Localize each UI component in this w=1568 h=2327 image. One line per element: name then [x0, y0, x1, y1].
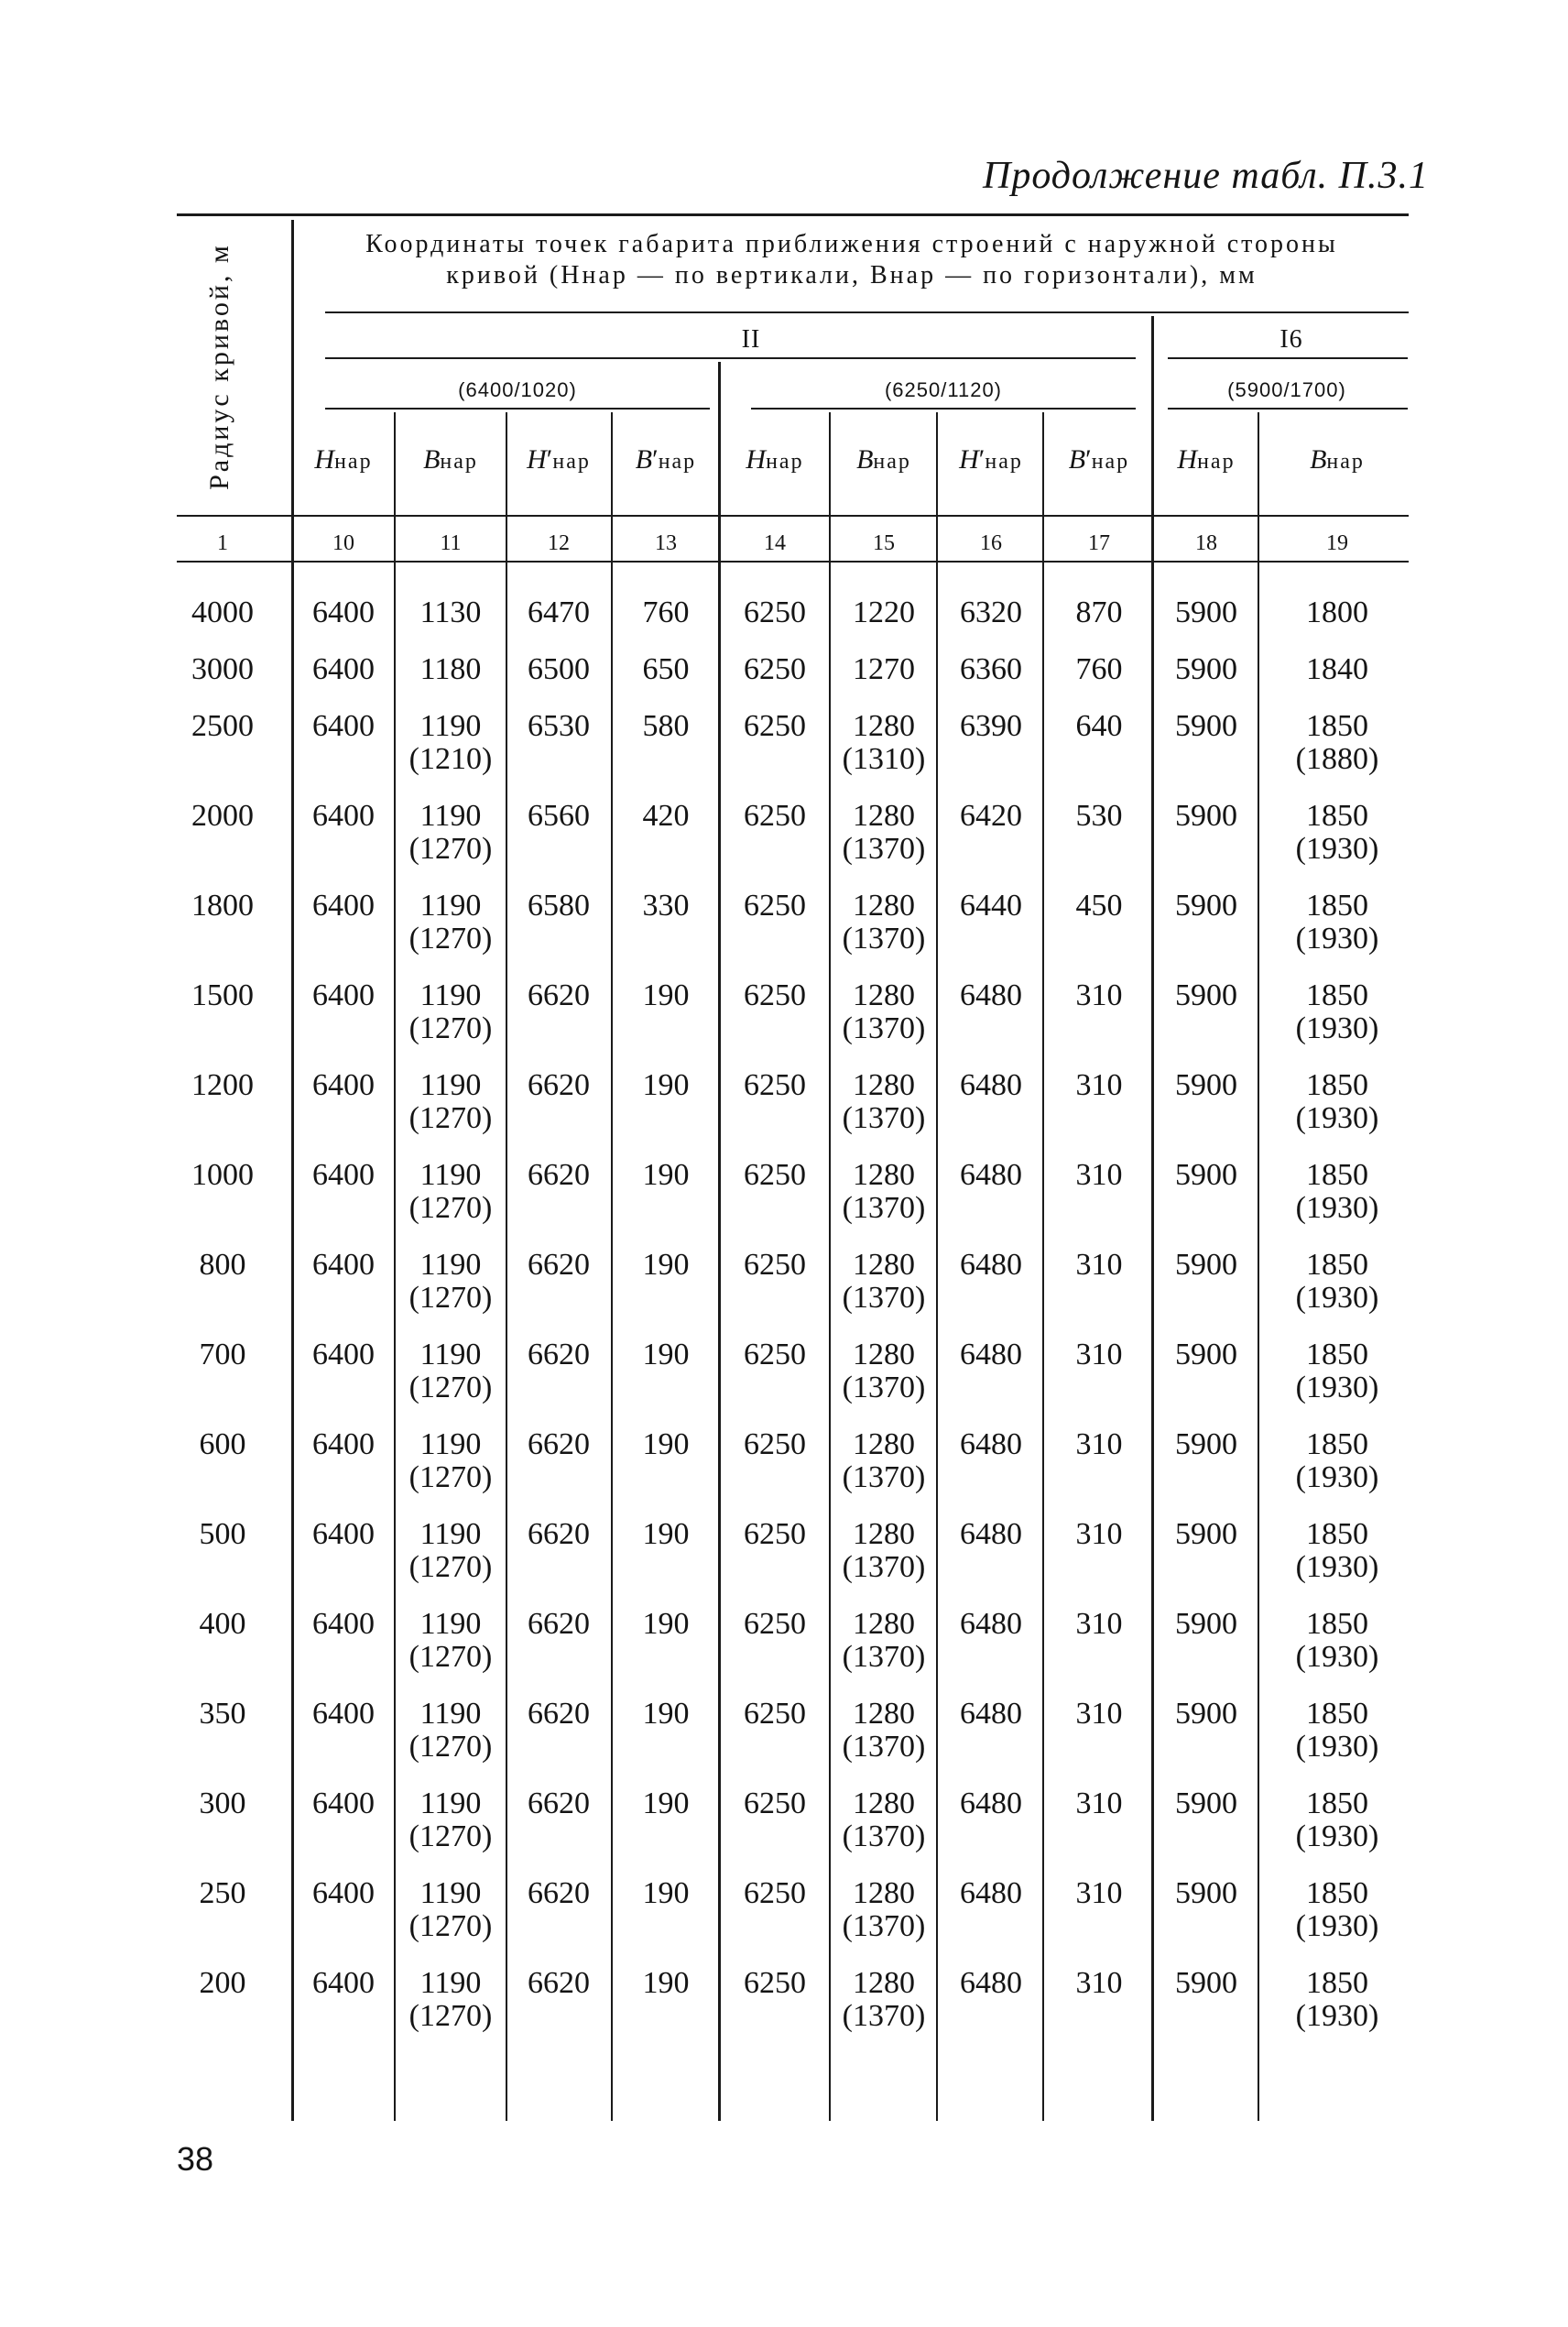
column-number: 11 — [440, 531, 462, 555]
table-cell: 650 — [642, 652, 690, 686]
symbol-subscript: нар — [1326, 450, 1365, 474]
table-cell-secondary: (1370) — [842, 1011, 926, 1045]
table-cell: 310 — [1075, 1338, 1123, 1371]
table-cell: 1850 — [1306, 1607, 1368, 1641]
column-symbol — [1282, 444, 1392, 475]
table-cell: 5900 — [1175, 1068, 1237, 1102]
table-cell: 190 — [642, 1697, 690, 1731]
table-cell: 300 — [199, 1786, 246, 1820]
table-cell: 1280 — [853, 1517, 915, 1551]
symbol-prime: ′ — [1085, 444, 1092, 475]
table-cell: 6400 — [312, 595, 375, 629]
table-cell: 450 — [1075, 889, 1123, 923]
subgroup-label: (5900/1700) — [1227, 378, 1346, 401]
table-cell: 5900 — [1175, 978, 1237, 1012]
table-cell: 760 — [1075, 652, 1123, 686]
symbol-subscript: нар — [334, 450, 373, 474]
table-cell-secondary: (1930) — [1295, 1101, 1379, 1135]
table-cell-secondary: (1370) — [842, 1819, 926, 1853]
symbol-subscript: нар — [1091, 450, 1130, 474]
table-cell: 1280 — [853, 1876, 915, 1910]
subgroup-label: (6250/1120) — [884, 378, 1002, 401]
table-cell: 6530 — [528, 709, 590, 743]
column-number: 19 — [1326, 531, 1348, 555]
table-cell: 5900 — [1175, 889, 1237, 923]
table-cell-secondary: (1370) — [842, 922, 926, 956]
table-cell: 1190 — [419, 1068, 482, 1102]
table-cell: 5900 — [1175, 652, 1237, 686]
table-cell-secondary: (1270) — [408, 832, 493, 866]
column-symbol — [936, 444, 1046, 475]
table-cell: 200 — [199, 1966, 246, 2000]
table-cell: 5900 — [1175, 1517, 1237, 1551]
column-number: 10 — [332, 531, 354, 555]
column-number: 14 — [764, 531, 786, 555]
table-cell: 6480 — [960, 1876, 1022, 1910]
table-cell: 1800 — [1306, 595, 1368, 629]
table-cell: 6400 — [312, 709, 375, 743]
table-cell: 1280 — [853, 1786, 915, 1820]
table-cell: 6620 — [528, 1517, 590, 1551]
table-cell: 6580 — [528, 889, 590, 923]
table-cell: 6250 — [744, 889, 806, 923]
column-divider — [1151, 316, 1154, 2121]
table-cell: 1190 — [419, 978, 482, 1012]
table-cell-secondary: (1370) — [842, 1999, 926, 2033]
table-cell: 350 — [199, 1697, 246, 1731]
table-cell-secondary: (1370) — [842, 1281, 926, 1315]
symbol-subscript: нар — [766, 450, 804, 474]
table-cell: 1190 — [419, 1876, 482, 1910]
table-cell: 1280 — [853, 889, 915, 923]
table-cell: 580 — [642, 709, 690, 743]
table-cell: 6480 — [960, 1607, 1022, 1641]
symbol-prime: ′ — [652, 444, 659, 475]
table-cell-secondary: (1270) — [408, 1011, 493, 1045]
table-cell-secondary: (1930) — [1295, 1909, 1379, 1943]
subgroup-1-rule — [325, 408, 710, 410]
column-symbol — [396, 444, 506, 475]
table-cell: 5900 — [1175, 1248, 1237, 1282]
table-cell: 2000 — [191, 799, 254, 833]
table-cell: 400 — [199, 1607, 246, 1641]
table-cell: 1200 — [191, 1068, 254, 1102]
table-cell-secondary: (1270) — [408, 1550, 493, 1584]
table-cell: 1850 — [1306, 1876, 1368, 1910]
table-cell: 6480 — [960, 1966, 1022, 2000]
group-ii-rule — [325, 357, 1136, 359]
table-cell: 190 — [642, 1876, 690, 1910]
table-cell: 5900 — [1175, 1158, 1237, 1192]
subgroup-3-rule — [1168, 408, 1408, 410]
symbol-base: H — [527, 444, 547, 475]
table-cell: 5900 — [1175, 1697, 1237, 1731]
table-cell-secondary: (1930) — [1295, 1281, 1379, 1315]
table-cell: 6500 — [528, 652, 590, 686]
table-cell: 6250 — [744, 709, 806, 743]
table-cell: 1190 — [419, 1517, 482, 1551]
column-symbol — [1151, 444, 1261, 475]
table-cell: 5900 — [1175, 1966, 1237, 2000]
table-cell: 1280 — [853, 1338, 915, 1371]
table-cell: 6320 — [960, 595, 1022, 629]
table-cell: 6400 — [312, 1876, 375, 1910]
table-cell-secondary: (1370) — [842, 1191, 926, 1225]
table-cell: 600 — [199, 1427, 246, 1461]
table-cell: 310 — [1075, 1158, 1123, 1192]
table-cell: 1280 — [853, 1697, 915, 1731]
table-continuation-title: Продолжение табл. П.3.1 — [983, 155, 1429, 197]
table-cell: 2500 — [191, 709, 254, 743]
table-cell-secondary: (1370) — [842, 1371, 926, 1404]
table-cell-secondary: (1930) — [1295, 1640, 1379, 1674]
main-header-line-2: кривой (Hнар — по вертикали, Bнар — по горизонтали), мм — [446, 261, 1258, 290]
table-cell: 6620 — [528, 1607, 590, 1641]
table-cell: 700 — [199, 1338, 246, 1371]
table-cell: 1850 — [1306, 1158, 1368, 1192]
table-cell: 6390 — [960, 709, 1022, 743]
symbol-subscript: нар — [440, 450, 478, 474]
column-number: 13 — [655, 531, 677, 555]
table-cell: 190 — [642, 978, 690, 1012]
table-cell: 310 — [1075, 978, 1123, 1012]
subgroup-label: (6400/1020) — [458, 378, 577, 401]
table-cell: 5900 — [1175, 709, 1237, 743]
symbol-subscript: нар — [1197, 450, 1236, 474]
table-cell: 6400 — [312, 1338, 375, 1371]
table-cell: 1190 — [419, 1607, 482, 1641]
table-cell: 190 — [642, 1786, 690, 1820]
symbol-subscript: нар — [658, 450, 697, 474]
table-cell-secondary: (1930) — [1295, 1460, 1379, 1494]
table-cell: 6480 — [960, 1158, 1022, 1192]
table-cell: 1130 — [419, 595, 482, 629]
symbol-subscript: нар — [985, 450, 1023, 474]
table-cell: 1850 — [1306, 1338, 1368, 1371]
table-cell: 6400 — [312, 1697, 375, 1731]
table-cell-secondary: (1270) — [408, 922, 493, 956]
column-symbol — [1044, 444, 1154, 475]
symbol-base: H — [1177, 444, 1198, 475]
table-cell: 1190 — [419, 1248, 482, 1282]
table-cell: 330 — [642, 889, 690, 923]
table-cell-secondary: (1370) — [842, 1101, 926, 1135]
group-ii-label: II — [741, 325, 761, 354]
table-cell: 1280 — [853, 1427, 915, 1461]
table-cell: 6250 — [744, 1697, 806, 1731]
table-cell: 1500 — [191, 978, 254, 1012]
table-cell-secondary: (1370) — [842, 832, 926, 866]
table-cell: 1190 — [419, 709, 482, 743]
table-cell-secondary: (1930) — [1295, 832, 1379, 866]
table-cell: 500 — [199, 1517, 246, 1551]
table-cell-secondary: (1210) — [408, 742, 493, 776]
table-cell-secondary: (1930) — [1295, 1550, 1379, 1584]
table-cell-secondary: (1930) — [1295, 1191, 1379, 1225]
table-cell: 190 — [642, 1338, 690, 1371]
table-cell: 530 — [1075, 799, 1123, 833]
table-cell: 1190 — [419, 1158, 482, 1192]
table-cell: 5900 — [1175, 1876, 1237, 1910]
page-number: 38 — [177, 2140, 214, 2178]
group-i6-label: I6 — [1279, 325, 1303, 354]
table-cell: 1190 — [419, 889, 482, 923]
column-symbol — [504, 444, 614, 475]
table-cell-secondary: (1930) — [1295, 1730, 1379, 1764]
radius-column-header: Радиус кривой, м — [204, 243, 234, 490]
table-cell-secondary: (1270) — [408, 1281, 493, 1315]
table-cell: 310 — [1075, 1876, 1123, 1910]
table-cell: 1270 — [853, 652, 915, 686]
table-cell: 5900 — [1175, 1338, 1237, 1371]
table-cell: 6250 — [744, 1876, 806, 1910]
table-cell: 6400 — [312, 1158, 375, 1192]
column-number: 12 — [548, 531, 570, 555]
table-cell: 6250 — [744, 1427, 806, 1461]
table-cell: 6620 — [528, 1338, 590, 1371]
table-cell-secondary: (1270) — [408, 1460, 493, 1494]
table-cell: 6420 — [960, 799, 1022, 833]
table-cell: 4000 — [191, 595, 254, 629]
table-cell: 5900 — [1175, 1427, 1237, 1461]
table-cell: 6360 — [960, 652, 1022, 686]
table-cell: 800 — [199, 1248, 246, 1282]
table-cell: 6400 — [312, 978, 375, 1012]
table-cell-secondary: (1880) — [1295, 742, 1379, 776]
table-cell: 190 — [642, 1966, 690, 2000]
symbol-base: H — [746, 444, 767, 475]
table-cell: 1850 — [1306, 1427, 1368, 1461]
table-cell: 6250 — [744, 1338, 806, 1371]
table-top-rule — [177, 213, 1409, 216]
table-cell: 1280 — [853, 1158, 915, 1192]
table-cell: 6620 — [528, 978, 590, 1012]
table-cell-secondary: (1270) — [408, 1371, 493, 1404]
table-cell: 6250 — [744, 1068, 806, 1102]
table-cell: 6620 — [528, 1068, 590, 1102]
symbol-base: B — [1068, 444, 1086, 475]
table-cell: 6480 — [960, 978, 1022, 1012]
table-cell: 1280 — [853, 709, 915, 743]
table-cell: 310 — [1075, 1068, 1123, 1102]
table-cell: 1850 — [1306, 1697, 1368, 1731]
table-cell: 1280 — [853, 1607, 915, 1641]
table-cell: 6620 — [528, 1876, 590, 1910]
symbol-base: B — [635, 444, 653, 475]
table-cell: 760 — [642, 595, 690, 629]
table-cell: 1190 — [419, 1697, 482, 1731]
table-cell-secondary: (1270) — [408, 1101, 493, 1135]
table-cell: 6620 — [528, 1158, 590, 1192]
table-cell: 6480 — [960, 1697, 1022, 1731]
table-cell: 310 — [1075, 1427, 1123, 1461]
symbol-base: H — [959, 444, 979, 475]
table-cell-secondary: (1270) — [408, 1640, 493, 1674]
table-cell: 1850 — [1306, 978, 1368, 1012]
table-cell: 1280 — [853, 1966, 915, 2000]
table-cell: 6400 — [312, 799, 375, 833]
column-symbol — [289, 444, 398, 475]
table-cell: 310 — [1075, 1697, 1123, 1731]
table-cell-secondary: (1370) — [842, 1909, 926, 1943]
table-cell: 1190 — [419, 799, 482, 833]
table-cell: 6250 — [744, 1158, 806, 1192]
table-cell: 310 — [1075, 1517, 1123, 1551]
table-cell-secondary: (1270) — [408, 1999, 493, 2033]
table-cell: 1190 — [419, 1338, 482, 1371]
table-cell: 6480 — [960, 1068, 1022, 1102]
table-cell: 1000 — [191, 1158, 254, 1192]
table-cell: 310 — [1075, 1786, 1123, 1820]
table-cell: 1850 — [1306, 1966, 1368, 2000]
symbol-prime: ′ — [978, 444, 985, 475]
table-cell: 1280 — [853, 978, 915, 1012]
table-cell: 6250 — [744, 1517, 806, 1551]
symbol-base: B — [856, 444, 874, 475]
column-number: 1 — [217, 531, 228, 555]
table-cell-secondary: (1930) — [1295, 1819, 1379, 1853]
table-cell: 250 — [199, 1876, 246, 1910]
table-cell: 5900 — [1175, 799, 1237, 833]
table-cell: 6620 — [528, 1786, 590, 1820]
symbols-bottom-rule — [177, 515, 1409, 517]
table-cell-secondary: (1370) — [842, 1550, 926, 1584]
table-cell: 6400 — [312, 889, 375, 923]
table-cell-secondary: (1930) — [1295, 1011, 1379, 1045]
table-cell-secondary: (1310) — [842, 742, 926, 776]
table-cell-secondary: (1370) — [842, 1730, 926, 1764]
table-cell: 6250 — [744, 1248, 806, 1282]
table-cell: 6480 — [960, 1248, 1022, 1282]
table-cell: 190 — [642, 1607, 690, 1641]
table-cell: 1850 — [1306, 1068, 1368, 1102]
column-number: 16 — [980, 531, 1002, 555]
table-cell: 1220 — [853, 595, 915, 629]
table-cell: 6620 — [528, 1248, 590, 1282]
table-cell: 1180 — [419, 652, 482, 686]
table-cell-secondary: (1270) — [408, 1191, 493, 1225]
table-cell: 6400 — [312, 1517, 375, 1551]
symbol-base: B — [1310, 444, 1327, 475]
table-cell: 310 — [1075, 1248, 1123, 1282]
symbol-subscript: нар — [873, 450, 911, 474]
table-cell: 6400 — [312, 652, 375, 686]
table-cell: 6470 — [528, 595, 590, 629]
table-cell: 6620 — [528, 1427, 590, 1461]
table-cell-secondary: (1930) — [1295, 1371, 1379, 1404]
table-cell: 310 — [1075, 1966, 1123, 2000]
table-cell: 6560 — [528, 799, 590, 833]
table-cell: 6620 — [528, 1966, 590, 2000]
table-cell: 1850 — [1306, 1517, 1368, 1551]
table-cell-secondary: (1270) — [408, 1730, 493, 1764]
table-cell: 6400 — [312, 1607, 375, 1641]
table-cell: 6400 — [312, 1786, 375, 1820]
table-cell: 6480 — [960, 1517, 1022, 1551]
table-cell-secondary: (1370) — [842, 1460, 926, 1494]
table-cell: 6440 — [960, 889, 1022, 923]
table-cell: 310 — [1075, 1607, 1123, 1641]
column-symbol — [720, 444, 830, 475]
table-cell: 190 — [642, 1248, 690, 1282]
table-cell: 1850 — [1306, 799, 1368, 833]
table-cell: 1850 — [1306, 709, 1368, 743]
table-cell: 1190 — [419, 1966, 482, 2000]
column-symbol — [611, 444, 721, 475]
table-cell: 1850 — [1306, 1248, 1368, 1282]
table-cell: 1280 — [853, 1068, 915, 1102]
column-symbol — [829, 444, 939, 475]
table-cell: 5900 — [1175, 1607, 1237, 1641]
table-cell: 1840 — [1306, 652, 1368, 686]
table-cell: 1190 — [419, 1427, 482, 1461]
table-cell: 6480 — [960, 1786, 1022, 1820]
table-cell: 190 — [642, 1158, 690, 1192]
table-cell: 420 — [642, 799, 690, 833]
table-cell: 6250 — [744, 1966, 806, 2000]
table-cell: 190 — [642, 1068, 690, 1102]
table-cell: 6480 — [960, 1427, 1022, 1461]
table-cell: 6250 — [744, 595, 806, 629]
table-cell: 6400 — [312, 1966, 375, 2000]
table-cell: 190 — [642, 1517, 690, 1551]
column-numbers-rule — [177, 561, 1409, 563]
table-cell: 6400 — [312, 1427, 375, 1461]
table-cell: 1850 — [1306, 889, 1368, 923]
table-cell: 640 — [1075, 709, 1123, 743]
table-cell: 6250 — [744, 652, 806, 686]
table-cell: 6250 — [744, 1786, 806, 1820]
table-cell-secondary: (1930) — [1295, 922, 1379, 956]
table-cell: 6400 — [312, 1248, 375, 1282]
table-cell-secondary: (1270) — [408, 1909, 493, 1943]
table-cell: 5900 — [1175, 595, 1237, 629]
table-cell: 1190 — [419, 1786, 482, 1820]
main-header-rule — [325, 311, 1409, 313]
table-cell: 6250 — [744, 1607, 806, 1641]
column-number: 17 — [1088, 531, 1110, 555]
symbol-base: B — [423, 444, 441, 475]
column-number: 15 — [873, 531, 895, 555]
table-cell: 1280 — [853, 799, 915, 833]
table-cell-secondary: (1370) — [842, 1640, 926, 1674]
symbol-subscript: нар — [552, 450, 591, 474]
table-cell: 6620 — [528, 1697, 590, 1731]
table-cell: 6250 — [744, 978, 806, 1012]
subgroup-2-rule — [751, 408, 1136, 410]
column-number: 18 — [1195, 531, 1217, 555]
main-header-line-1: Координаты точек габарита приближения строений с наружной стороны — [365, 230, 1338, 258]
table-cell: 6250 — [744, 799, 806, 833]
table-cell-secondary: (1930) — [1295, 1999, 1379, 2033]
table-cell-secondary: (1270) — [408, 1819, 493, 1853]
table-cell: 6400 — [312, 1068, 375, 1102]
table-cell: 190 — [642, 1427, 690, 1461]
table-cell: 6480 — [960, 1338, 1022, 1371]
table-cell: 1280 — [853, 1248, 915, 1282]
table-cell: 1850 — [1306, 1786, 1368, 1820]
table-cell: 5900 — [1175, 1786, 1237, 1820]
table-cell: 1800 — [191, 889, 254, 923]
symbol-prime: ′ — [546, 444, 553, 475]
table-cell: 3000 — [191, 652, 254, 686]
table-cell: 870 — [1075, 595, 1123, 629]
group-i6-rule — [1168, 357, 1408, 359]
symbol-base: H — [314, 444, 335, 475]
